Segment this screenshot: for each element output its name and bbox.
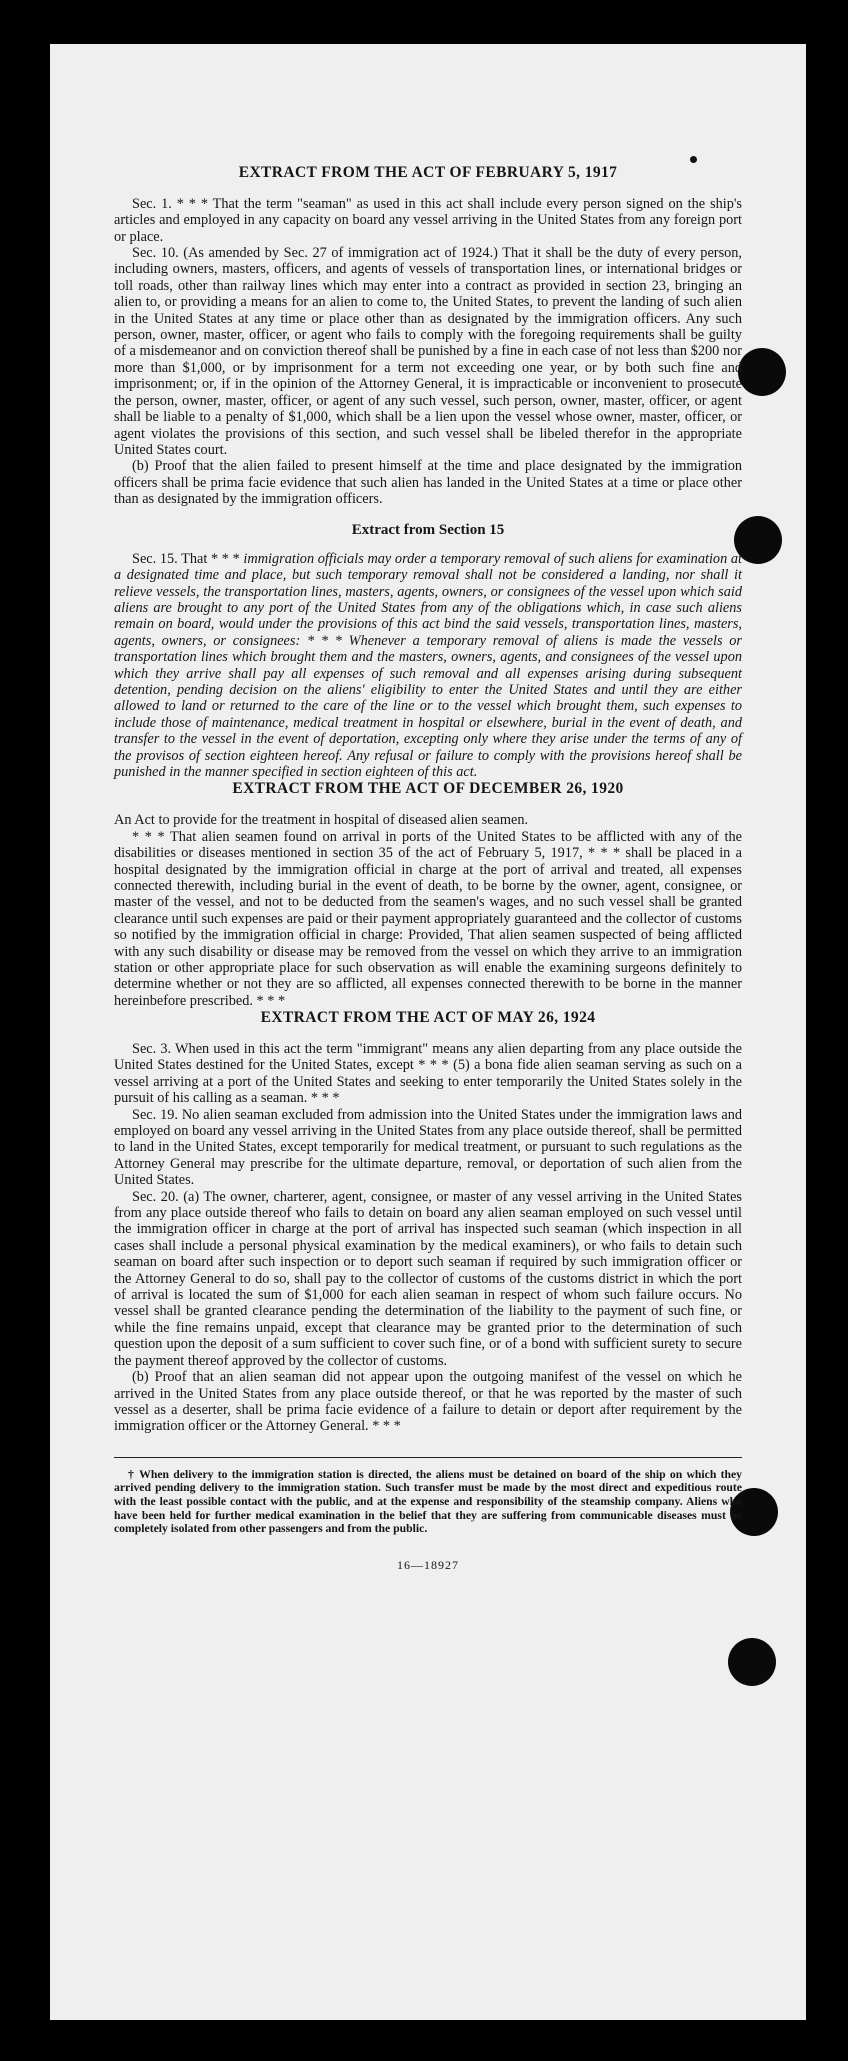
paragraph-act-1920-text: * * * That alien seamen found on arrival in ports of the United States to be afflicted with any of the disabilities or diseases mentioned in section 35 of the act of February 5, 1917, * * * shall be placed in a hospital designated by the immigration official in charge at the port of arrival and treated, all expenses connected therewith, including burial in the event of death, to be borne by the owner, agent, consignee, or master of the vessel, and not to be deducted from the seamen's wages, and no such vessel shall be granted clearance until such expenses are paid or their payment appropriately guaranteed and the collector of customs so notified by the immigration official in charge: Provided, That alien seamen suspected of being afflicted with any such disability or disease may be removed from the vessel on which they arrive to an immigration station or other appropriate place for such observation as will enable the examining surgeons definitely to determine whether or not they are so afflicted, all expenses connected therewith to be borne in the manner hereinbefore prescribed. * * * [114,828,742,1009]
heading-act-1924: EXTRACT FROM THE ACT OF MAY 26, 1924 [260,1009,596,1027]
paragraph-sec-1: Sec. 1. * * * That the term "seaman" as used in this act shall include every person signed on the ship's articles and employed in any capacity on board any vessel arriving in the United States from any foreign port or place. [114,195,742,245]
footnote: † When delivery to the immigration station is directed, the aliens must be detained on board of the ship on which they arrived pending delivery to the immigration station. Such transfer must be made by the most direct and expeditious route with the least possible contact with the public, and at the expense and responsibility of the steamship company. Aliens who have been held for further medical examination in the belief that they are suffering from communicable diseases must be completely isolated from other passengers and from the public. [114,1457,742,1536]
subheading-section-15: Extract from Section 15 [351,521,505,538]
heading-act-1917: EXTRACT FROM THE ACT OF FEBRUARY 5, 1917 [238,164,618,181]
paragraph-act-title-1920: An Act to provide for the treatment in hospital of diseased alien seamen. [114,812,529,829]
paragraph-sec-10-b: (b) Proof that the alien failed to present himself at the time and place designated by the immigration officers shall be prima facie evidence that such alien has landed in the United States at a time or place other than as designated by the immigration officers. [114,458,742,508]
document-page [50,44,806,2020]
paragraph-sec-20: Sec. 20. (a) The owner, charterer, agent, consignee, or master of any vessel arriving in the United States from any place outside thereof who fails to detain on board any alien seaman employed on such vessel until the immigration officer in charge at the port of arrival has inspected such seaman (which inspection in all cases shall include a personal physical examination by the medical examiners), or who fails to detain such seaman on board after such inspection or to deport such seaman if required by such immigration officer or the Attorney General to do so, shall pay to the collector of customs of the customs district in which the port of arrival is located the sum of $1,000 for each alien seaman in respect of whom such failure occurs. No vessel shall be granted clearance pending the determination of the liability to the payment of such fine, or while the fine remains unpaid, except that clearance may be granted prior to the determination of such question upon the deposit of a sum sufficient to cover such fine, or of a bond with sufficient surety to secure the payment thereof approved by the collector of customs. [114,1188,742,1369]
sec-15-lead: Sec. 15. That * * * [132,550,240,567]
ink-speck [690,156,697,163]
punch-hole [728,1638,776,1686]
punch-hole [738,348,786,396]
paragraph-sec-3: Sec. 3. When used in this act the term "immigrant" means any alien departing from any place outside the United States destined for the United States, except * * * (5) a bona fide alien seaman serving as such on a vessel arriving at a port of the United States and seeking to enter temporarily the United States solely in the pursuit of his calling as a seaman. * * * [114,1040,742,1107]
paragraph-sec-19: Sec. 19. No alien seaman excluded from admission into the United States under the immigration laws and employed on board any vessel arriving in the United States from any place outside thereof, shall be permitted to land in the United States, except temporarily for medical treatment, or pursuant to such regulations as the Attorney General may prescribe for the ultimate departure, removal, or deportation of such alien from the United States. [114,1106,742,1189]
heading-act-1920: EXTRACT FROM THE ACT OF DECEMBER 26, 1920 [232,780,624,798]
document-body [114,164,742,1573]
form-code: 16—18927 [397,1557,459,1572]
paragraph-sec-20-b: (b) Proof that an alien seaman did not appear upon the outgoing manifest of the vessel on which he arrived in the United States from any place outside thereof, or that he was reported by the master of such vessel as a deserter, shall be prima facie evidence of a failure to detain or deport after requirement by the immigration officer or the Attorney General. * * * [114,1369,742,1435]
paragraph-sec-15 [114,551,742,781]
sec-15-text: immigration officials may order a temporary removal of such aliens for examination at a designated time and place, but such temporary removal shall not be considered a landing, nor shall it relieve vessels, the transportation lines, masters, agents, owners, or consignees of the vessel upon which said aliens are brought to any port of the United States from any of the obligations which, in case such aliens remain on board, would under the provisions of this act bind the said vessels, transportation lines, masters, agents, owners, or consignees: * * * Whenever a temporary removal of aliens is made the vessels or transportation lines which brought them and the masters, owners, agents, and consignees of the vessel upon which they arrive shall pay all expenses of such removal and all expenses arising during subsequent detention, pending decision on the aliens' eligibility to enter the United States and until they are either allowed to land or returned to the care of the line or to the vessel which brought them, such expenses to include those of maintenance, medical treatment in hospital or elsewhere, burial in the event of death, and transfer to the vessel in the event of deportation, excepting only where they arise under the terms of any of the provisos of section eighteen hereof. Any refusal or failure to comply with the provisions hereof shall be punished in the manner specified in section eighteen of this act. [114,550,742,781]
paragraph-sec-10: Sec. 10. (As amended by Sec. 27 of immigration act of 1924.) That it shall be the duty of every person, including owners, masters, officers, and agents of vessels of transportation lines, or international bridges or toll roads, other than railway lines which may enter into a contract as provided in section 23, bringing an alien to, or providing a means for an alien to come to, the United States, to prevent the landing of such alien in the United States at any time or place other than as designated by the immigration officers. Any such person, owner, master, officer, or agent who fails to comply with the foregoing requirements shall be guilty of a misdemeanor and on conviction thereof shall be punished by a fine in each case of not less than $200 nor more than $1,000, or by imprisonment for a term not exceeding one year, or by both such fine and imprisonment; or, if in the opinion of the Attorney General, it is impracticable or inconvenient to prosecute the person, owner, master, officer, or agent of any such vessel, such person, owner, master, officer, or agent shall be liable to a penalty of $1,000, which shall be a lien upon the vessel whose owner, master, officer, or agent violates the provisions of this section, and such vessel shall be libeled therefor in the appropriate United States court. [114,245,742,458]
